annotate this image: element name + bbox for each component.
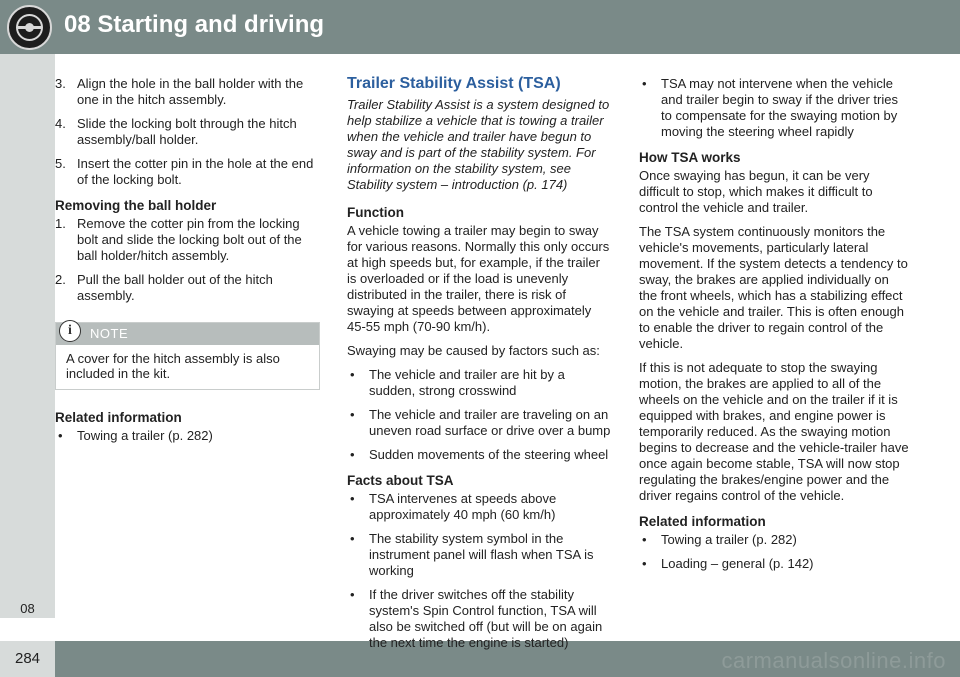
removing-steps-list	[55, 216, 320, 304]
list-item: • The vehicle and trailer are traveling on an uneven road surface or drive over a bump	[347, 407, 612, 439]
list-item: • The stability system symbol in the instrument panel will flash when TSA is working	[347, 531, 612, 579]
watermark: carmanualsonline.info	[721, 648, 946, 673]
chapter-title: 08 Starting and driving	[64, 11, 325, 38]
related-heading: Related information	[639, 514, 766, 529]
related-link[interactable]: • Loading – general (p. 142)	[639, 556, 909, 572]
facts-list	[347, 491, 612, 651]
steering-wheel-icon	[7, 5, 52, 50]
list-item: 5. Insert the cotter pin in the hole at the end of the locking bolt.	[55, 156, 314, 187]
attach-steps-list	[55, 76, 320, 188]
causes-list	[347, 367, 612, 463]
list-item: • TSA may not intervene when the vehicle and trailer begin to sway if the driver tries to compensate for the swaying motion by moving the steering wheel rapidly	[639, 76, 909, 140]
paragraph: A vehicle towing a trailer may begin to sway for various reasons. Normally this only occurs at high speeds but, for example, if the trailer is overloaded or if the load is unevenly distributed in the trailer, there is risk of swaying at speeds between approximately 45-55 mph (70-90 km/h).	[347, 223, 610, 334]
list-item: 3. Align the hole in the ball holder with the one in the hitch assembly.	[55, 76, 304, 107]
column-3	[639, 76, 909, 580]
note-label: NOTE	[90, 326, 129, 341]
intro-text: Trailer Stability Assist is a system designed to help stabilize a vehicle that is towing a trailer when the vehicle and trailer have begun to sway and is part of the stability system. For information on the stability system, see Stability system – introduction (p. 174)	[347, 97, 610, 192]
list-item: 1. Remove the cotter pin from the locking bolt and slide the locking bolt out of the ball holder/hitch assembly.	[55, 216, 302, 263]
paragraph: If this is not adequate to stop the swaying motion, the brakes are applied to all of the wheels on the vehicle and on the trailer if it is equipped with brakes, and engine power is temporarily reduced. As the swaying motion begins to decrease and the vehicle-trailer have once again become stable, TSA will now stop regulating the brakes/engine power and the driver regains control of the vehicle.	[639, 360, 909, 503]
side-tab-label: 08	[20, 601, 35, 616]
page-number: 284	[0, 641, 55, 677]
facts-heading: Facts about TSA	[347, 473, 454, 488]
list-item: 2. Pull the ball holder out of the hitch assembly.	[55, 272, 273, 303]
chapter-header	[0, 0, 960, 54]
related-heading: Related information	[55, 410, 182, 425]
related-list	[55, 428, 320, 444]
related-link[interactable]: • Towing a trailer (p. 282)	[639, 532, 909, 548]
note-body: A cover for the hitch assembly is also included in the kit.	[66, 351, 280, 381]
paragraph: Swaying may be caused by factors such as:	[347, 343, 600, 358]
paragraph: Once swaying has begun, it can be very difficult to stop, which makes it difficult to control the vehicle and trailer.	[639, 168, 873, 215]
column-1	[55, 76, 320, 452]
section-title-tsa: Trailer Stability Assist (TSA)	[347, 75, 561, 92]
how-heading: How TSA works	[639, 150, 741, 165]
paragraph: The TSA system continuously monitors the vehicle's movements, particularly lateral movement. If the system detects a tendency to sway, the brakes are applied individually on the front wheels, which has a stabilizing effect on the vehicle and trailer. This is often enough to enable the driver to regain control of the vehicle.	[639, 224, 908, 351]
chapter-side-tab	[0, 54, 55, 618]
note-header	[56, 323, 319, 345]
column-2	[347, 76, 612, 659]
section-heading-removing: Removing the ball holder	[55, 198, 217, 213]
note-box	[55, 322, 320, 390]
related-list	[639, 532, 909, 572]
facts-list-continued	[639, 76, 909, 140]
list-item: • Sudden movements of the steering wheel	[347, 447, 612, 463]
info-icon: i	[59, 320, 81, 342]
list-item: • If the driver switches off the stability system's Spin Control function, TSA will also be switched off (but will be on again the next time the engine is started)	[347, 587, 612, 651]
related-link[interactable]: • Towing a trailer (p. 282)	[55, 428, 320, 444]
list-item: • TSA intervenes at speeds above approximately 40 mph (60 km/h)	[347, 491, 612, 523]
list-item: • The vehicle and trailer are hit by a sudden, strong crosswind	[347, 367, 612, 399]
list-item: 4. Slide the locking bolt through the hitch assembly/ball holder.	[55, 116, 297, 147]
function-heading: Function	[347, 205, 404, 220]
